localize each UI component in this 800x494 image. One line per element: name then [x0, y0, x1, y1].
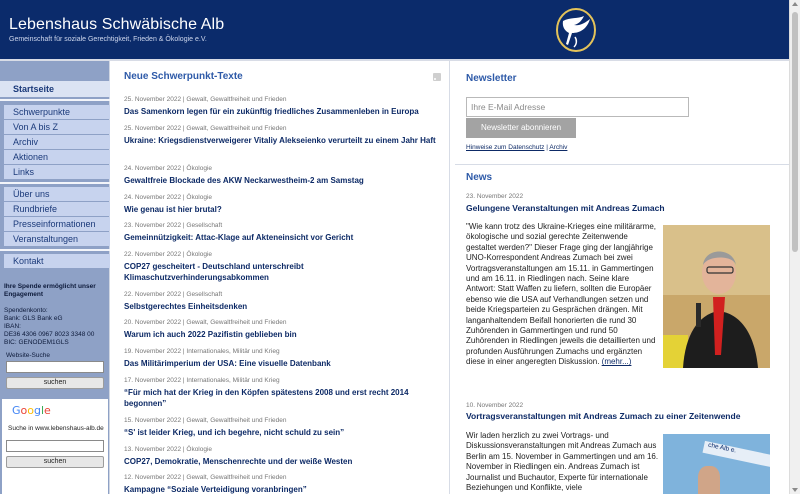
- sidebar-item-ueber-uns[interactable]: Über uns: [4, 187, 110, 201]
- article-title-link[interactable]: Wie genau ist hier brutal?: [124, 205, 222, 214]
- article-meta: 24. November 2022 | Ökologie: [124, 194, 213, 201]
- photo-person: [698, 466, 720, 494]
- news-date: 10. November 2022: [466, 402, 524, 409]
- article-item: [124, 348, 436, 369]
- event-photo: [663, 434, 770, 494]
- sidebar-item-archiv[interactable]: Archiv: [4, 135, 110, 149]
- rss-icon[interactable]: [433, 73, 441, 81]
- newsletter-email-input[interactable]: Ihre E-Mail Adresse: [466, 97, 689, 117]
- google-search-box: [2, 399, 108, 494]
- scroll-thumb[interactable]: [792, 12, 798, 252]
- vertical-scrollbar[interactable]: [789, 0, 800, 494]
- section-divider: [455, 164, 789, 165]
- article-meta: 20. November 2022 | Gewalt, Gewaltfreiheit und Frieden: [124, 319, 287, 326]
- article-meta: 22. November 2022 | Ökologie: [124, 251, 213, 258]
- article-item: [124, 417, 436, 438]
- news-date: 23. November 2022: [466, 193, 524, 200]
- sidebar-item-rundbriefe[interactable]: Rundbriefe: [4, 202, 110, 216]
- article-title-link[interactable]: Ukraine: Kriegsdienstverweigerer Vitaliy Alekseienko verurteilt zu einem Jahr Haft: [124, 136, 436, 145]
- news-body: [466, 222, 659, 368]
- bank-line: Spendenkonto:: [4, 307, 48, 314]
- news-text: "Wie kann trotz des Ukraine-Krieges eine militärarme, ökologische und sozial gerechte Zeitenwende gestaltet werden?" Dieser Frage ging der langjährige UNO-Korrespondent Andreas Zumach bei zwei Vortragsveranstaltungen am 15.11. in Gammertingen und am 16.11. in Riedlingen nach. Seine klare Antwort: Statt Waffen zu liefern, sollten die Europäer ebenso wie die USA auf Verhandlungen setzen und beide Kriegsparteien zu Gesprächen drängen. Mit langanhaltendem Beifall honorierten die rund 30 Zuhörenden in Gammertingen und rund 50 Zuhörenden in Riedlingen jeweils die detaillierten und profunden Ausführungen Zumachs und ergänzten diese in einer angeregten Diskussion.: [466, 222, 657, 367]
- article-item: [124, 165, 436, 186]
- dove-logo-icon[interactable]: [554, 7, 598, 53]
- sidebar-item-kontakt[interactable]: Kontakt: [4, 254, 110, 268]
- read-more-link[interactable]: (mehr...): [601, 357, 632, 367]
- article-item: [124, 291, 436, 312]
- bank-line: DE36 4306 0967 8023 3348 00: [4, 331, 95, 338]
- article-item: [124, 446, 436, 467]
- article-title-link[interactable]: Das Samenkorn legen für ein zukünftig friedliches Zusammenleben in Europa: [124, 107, 419, 116]
- article-title-link[interactable]: “S' ist leider Krieg, und ich begehre, nicht schuld zu sein”: [124, 428, 345, 437]
- main-column: [111, 61, 450, 494]
- right-column: [451, 61, 789, 494]
- article-title-link[interactable]: COP27, Demokratie, Menschenrechte und der weiße Westen: [124, 457, 353, 466]
- article-meta: 19. November 2022 | Internationales, Militär und Krieg: [124, 348, 280, 355]
- sidebar-item-von-a-bis-z[interactable]: Von A bis Z: [4, 120, 110, 134]
- sidebar-item-veranstaltungen[interactable]: Veranstaltungen: [4, 232, 110, 246]
- nav-separator: [0, 182, 110, 184]
- site-search-input[interactable]: [6, 361, 104, 373]
- sidebar-item-schwerpunkte[interactable]: Schwerpunkte: [4, 105, 110, 119]
- google-search-button[interactable]: suchen: [6, 456, 104, 468]
- article-meta: 13. November 2022 | Ökologie: [124, 446, 213, 453]
- article-meta: 22. November 2022 | Gesellschaft: [124, 291, 223, 298]
- article-title-link[interactable]: Warum ich auch 2022 Pazifistin geblieben bin: [124, 330, 297, 339]
- article-meta: 24. November 2022 | Ökologie: [124, 165, 213, 172]
- bank-line: IBAN:: [4, 323, 21, 330]
- section-heading: Neue Schwerpunkt-Texte: [124, 71, 243, 82]
- sidebar-item-links[interactable]: Links: [4, 165, 110, 179]
- newsletter-heading: Newsletter: [466, 73, 517, 84]
- site-search-label: Website-Suche: [6, 352, 50, 359]
- article-title-link[interactable]: Das Militärimperium der USA: Eine visuelle Datenbank: [124, 359, 331, 368]
- article-item: [124, 251, 436, 283]
- donation-title: Ihre Spende ermöglicht unser Engagement: [4, 283, 96, 298]
- speaker-photo: [663, 225, 770, 368]
- google-search-label: Suche in www.lebenshaus-alb.de: [8, 425, 104, 432]
- article-meta: 25. November 2022 | Gewalt, Gewaltfreiheit und Frieden: [124, 96, 287, 103]
- photo-banner-text: che Alb e.: [703, 441, 770, 467]
- archive-link[interactable]: Archiv: [549, 144, 568, 151]
- article-title-link[interactable]: “Für mich hat der Krieg in den Köpfen spätestens 2008 und erst recht 2014 begonnen”: [124, 388, 409, 408]
- site-title[interactable]: Lebenshaus Schwäbische Alb: [9, 16, 225, 33]
- article-meta: 25. November 2022 | Gewalt, Gewaltfreiheit und Frieden: [124, 125, 287, 132]
- bank-details: [4, 307, 108, 347]
- article-meta: 23. November 2022 | Gesellschaft: [124, 222, 223, 229]
- news-title-link[interactable]: Vortragsveranstaltungen mit Andreas Zumach zu einer Zeitenwende: [466, 411, 741, 421]
- newsletter-subscribe-button[interactable]: Newsletter abonnieren: [466, 118, 576, 138]
- article-title-link[interactable]: Selbstgerechtes Einheitsdenken: [124, 302, 248, 311]
- news-title-link[interactable]: Gelungene Veranstaltungen mit Andreas Zumach: [466, 203, 665, 213]
- sidebar-item-startseite[interactable]: Startseite: [13, 84, 55, 94]
- article-meta: 15. November 2022 | Gewalt, Gewaltfreiheit und Frieden: [124, 417, 287, 424]
- article-item: [124, 194, 436, 215]
- article-item: [124, 96, 436, 117]
- link-separator: |: [544, 144, 550, 151]
- google-logo: Google: [12, 404, 51, 417]
- scroll-up-arrow-icon[interactable]: [792, 2, 798, 6]
- article-title-link[interactable]: Gemeinnützigkeit: Attac-Klage auf Akteneinsicht vor Gericht: [124, 233, 354, 242]
- nav-separator: [0, 249, 110, 251]
- article-meta: 12. November 2022 | Gewalt, Gewaltfreiheit und Frieden: [124, 474, 287, 481]
- article-title-link[interactable]: Kampagne “Soziale Verteidigung voranbringen”: [124, 485, 307, 494]
- article-item: [124, 377, 436, 409]
- news-body: Wir laden herzlich zu zwei Vortrags- und Diskussionsveranstaltungen mit Andreas Zumach aus Berlin am 15. November in Gammertingen und am 16. November in Riedlingen ein. Andreas Zumach ist Journalist und Buchautor, Experte für internationale Beziehungen und Konflikte, viele: [466, 431, 659, 493]
- article-item: [124, 125, 436, 146]
- scroll-down-arrow-icon[interactable]: [792, 488, 798, 492]
- article-title-link[interactable]: Gewaltfreie Blockade des AKW Neckarwestheim-2 am Samstag: [124, 176, 364, 185]
- sidebar-item-presseinformationen[interactable]: Presseinformationen: [4, 217, 110, 231]
- nav-separator: [0, 99, 110, 101]
- sidebar: [0, 61, 110, 494]
- site-search-button[interactable]: suchen: [6, 377, 104, 389]
- news-heading: News: [466, 172, 493, 183]
- newsletter-links: [466, 144, 567, 151]
- article-title-link[interactable]: COP27 gescheitert - Deutschland unterschreibt Klimaschutzverhinderungsabkommen: [124, 262, 304, 282]
- article-meta: 17. November 2022 | Internationales, Militär und Krieg: [124, 377, 280, 384]
- article-item: [124, 319, 436, 340]
- privacy-link[interactable]: Hinweise zum Datenschutz: [466, 144, 545, 151]
- donation-info: [4, 283, 108, 347]
- article-item: [124, 474, 436, 494]
- site-subtitle: Gemeinschaft für soziale Gerechtigkeit, Frieden & Ökologie e.V.: [9, 36, 207, 43]
- bank-line: BIC: GENODEM1GLS: [4, 339, 69, 346]
- bank-line: Bank: GLS Bank eG: [4, 315, 63, 322]
- sidebar-item-aktionen[interactable]: Aktionen: [4, 150, 110, 164]
- site-header: [0, 0, 789, 61]
- article-item: [124, 222, 436, 243]
- google-search-input[interactable]: [6, 440, 104, 452]
